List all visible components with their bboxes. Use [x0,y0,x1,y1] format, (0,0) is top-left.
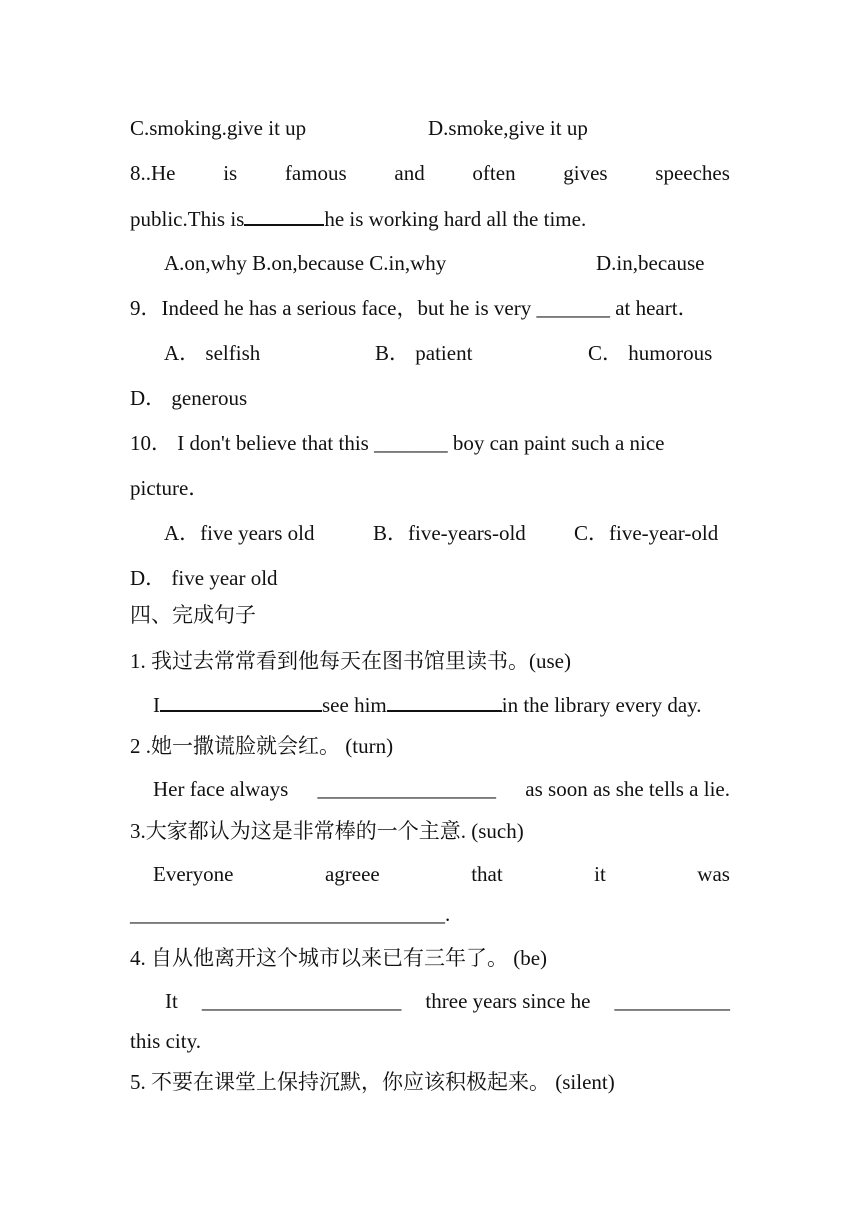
q8-word: 8..He [130,161,176,185]
q9-option-b: B． patient [375,341,473,365]
q10-stem: 10． I don't believe that this _______ boy can paint such a nice [130,431,665,455]
section-title: 四、完成句子 [130,603,256,627]
s4-english-cont: this city. [130,1029,201,1053]
s3-word: it [594,862,606,886]
q7-option-c: C.smoking.give it up [130,116,307,140]
s1-blank-2 [387,690,502,712]
s2-text-a: Her face always [153,777,289,801]
s3-word: was [697,862,730,886]
s1-text-b: see him [322,693,387,717]
q8-answer-blank [244,204,324,226]
s4-text-a: It [165,989,178,1013]
s3-chinese: 3.大家都认为这是非常棒的一个主意. (such) [130,819,524,843]
q7-option-d: D.smoke,give it up [428,116,588,140]
q9-option-a: A． selfish [164,341,261,365]
s1-chinese: 1. 我过去常常看到他每天在图书馆里读书。(use) [130,649,571,673]
q8-option-d: D.in,because [596,251,705,275]
q10-stem-cont: picture． [130,476,210,500]
q8-word: is [223,161,238,185]
q10-option-a: A．five years old [164,521,315,545]
q8-stem-pre: public.This is [130,207,245,231]
q8-word: often [472,161,516,185]
q10-options-abc [164,519,730,547]
q8-stem-line2 [130,204,730,233]
q8-word: gives [563,161,608,185]
q8-stem-post: he is working hard all the time. [324,207,587,231]
s1-text-c: in the library every day. [501,693,702,717]
q9-options-abc [164,339,730,367]
q8-options [164,249,730,277]
q9-stem: 9．Indeed he has a serious face，but he is very _______ at heart． [130,296,699,320]
s3-english [153,860,730,888]
q8-word: famous [284,161,347,185]
s2-chinese: 2 .她一撒谎脸就会红。 (turn) [130,734,394,758]
q9-option-c: C． humorous [588,341,713,365]
s3-word: Everyone [153,862,234,886]
s2-english [153,775,730,803]
q8-word: speeches [655,161,730,185]
s1-blank-1 [160,690,322,712]
s2-blank: _________________ [317,777,497,801]
s4-english [165,987,730,1015]
q9-option-d: D． generous [130,386,248,410]
s4-text-c: three years since he [425,989,591,1013]
q8-word: and [394,161,425,185]
q10-option-d: D． five year old [130,566,278,590]
s1-text-a: I [153,693,160,717]
s4-blank-2: ___________ [614,989,730,1013]
q10-option-c: C．five-year-old [574,521,719,545]
s2-text-c: as soon as she tells a lie. [525,777,730,801]
q7-options-cd [130,114,730,142]
s4-blank-1: ___________________ [201,989,402,1013]
q8-stem-line1 [130,159,730,187]
s3-word: agreee [324,862,380,886]
s1-english [153,690,730,719]
s5-chinese: 5. 不要在课堂上保持沉默，你应该积极起来。 (silent) [130,1070,615,1094]
q10-option-b: B．five-years-old [373,521,526,545]
s3-blank: ______________________________. [130,902,451,926]
q8-options-abc: A.on,why B.on,because C.in,why [164,251,447,275]
s3-word: that [471,862,503,886]
s4-chinese: 4. 自从他离开这个城市以来已有三年了。 (be) [130,946,548,970]
